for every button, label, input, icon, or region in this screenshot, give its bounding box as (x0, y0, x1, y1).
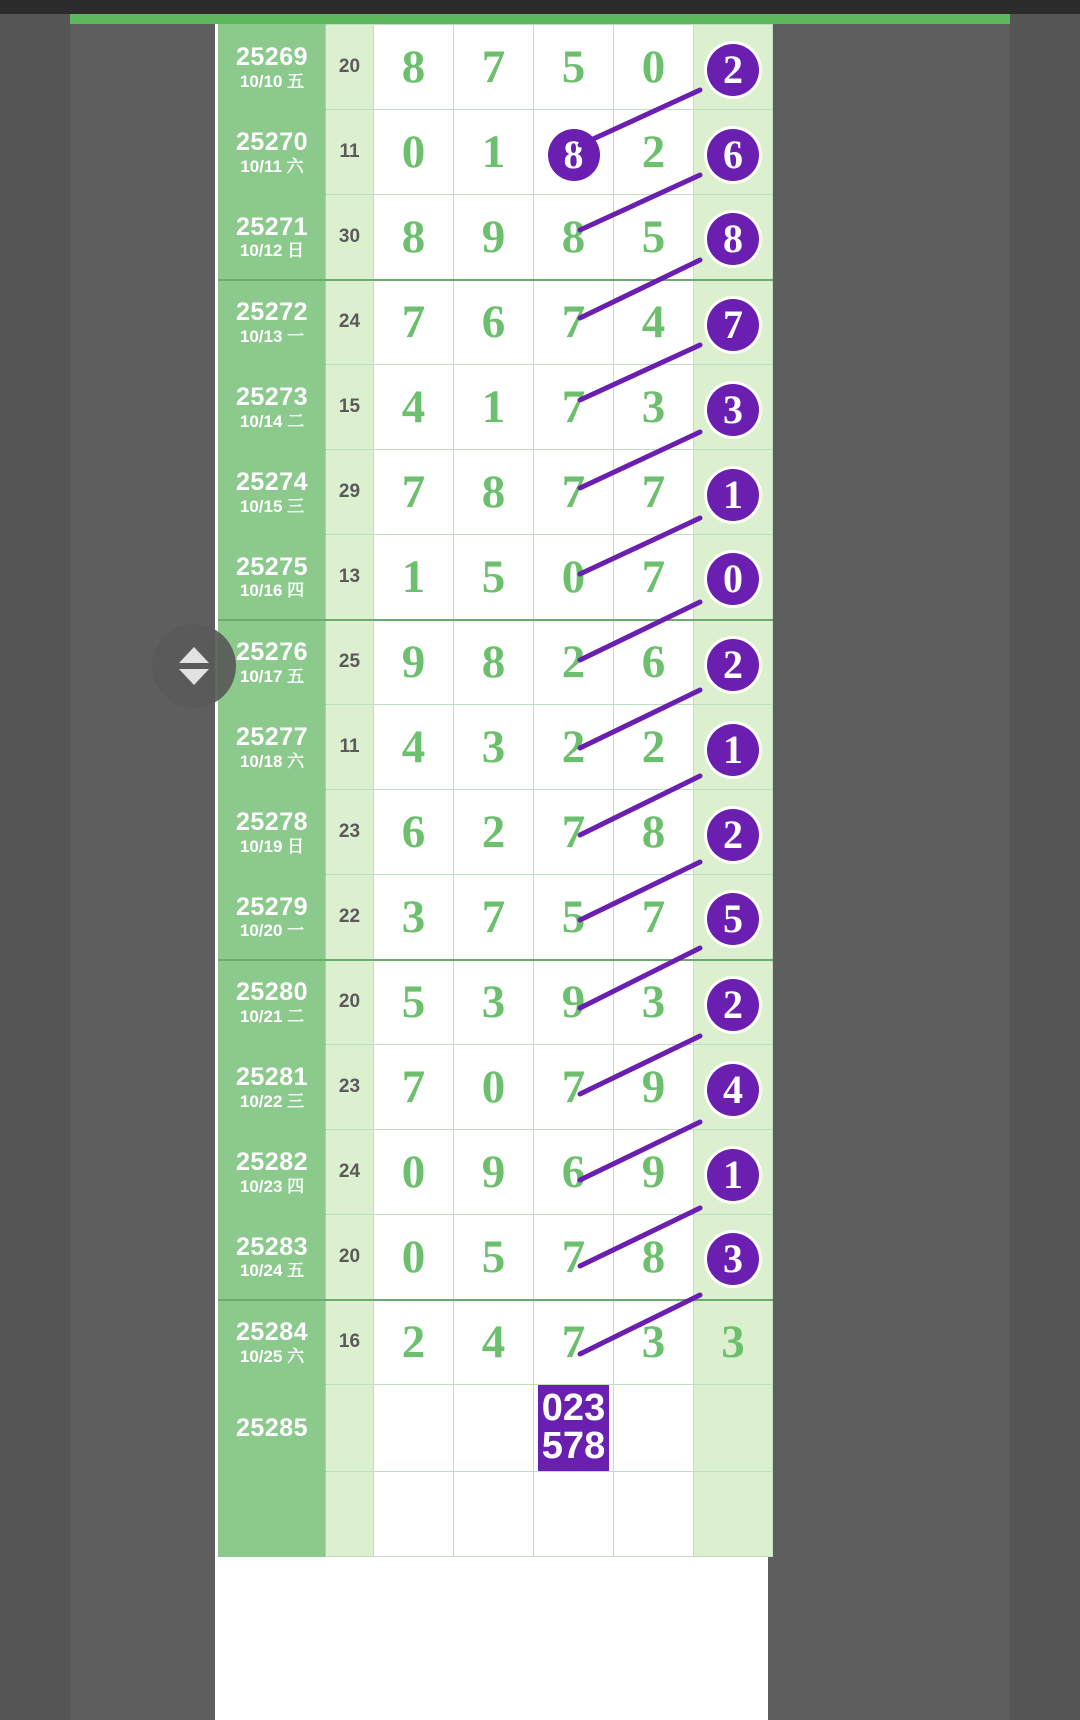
issue-date: 10/23 四 (239, 1176, 305, 1196)
digit-cell-4: 8 (614, 790, 694, 875)
digit-cell-1 (374, 1385, 454, 1472)
issue-cell (219, 1300, 326, 1385)
marked-digit: 2 (707, 979, 759, 1031)
scroll-control[interactable] (152, 624, 236, 708)
table-row[interactable] (219, 280, 773, 365)
issue-date: 10/22 三 (239, 1091, 305, 1111)
marked-digit: 2 (707, 809, 759, 861)
issue-number: 25270 (235, 127, 309, 156)
marked-digit: 5 (707, 893, 759, 945)
issue-number: 25274 (235, 467, 309, 496)
issue-cell (219, 705, 326, 790)
digit-cell-1: 0 (374, 1215, 454, 1300)
digit-cell-1: 4 (374, 365, 454, 450)
issue-date: 10/13 一 (239, 326, 305, 346)
digit-cell-5 (694, 1045, 773, 1130)
issue-date: 10/19 日 (239, 836, 305, 856)
table-row[interactable] (219, 960, 773, 1045)
digit-cell-4: 7 (614, 535, 694, 620)
sum-cell: 20 (326, 25, 374, 110)
digit-cell-4: 3 (614, 1300, 694, 1385)
digit-cell-1: 0 (374, 110, 454, 195)
marked-digit: 7 (707, 299, 759, 351)
digit-cell-2: 9 (454, 1130, 534, 1215)
issue-date: 10/24 五 (239, 1261, 305, 1281)
digit-cell-2: 1 (454, 365, 534, 450)
right-gutter (768, 24, 1010, 1720)
marked-digit: 1 (707, 469, 759, 521)
table-row[interactable] (219, 620, 773, 705)
digit-cell-4 (614, 1472, 694, 1557)
sum-cell (326, 1385, 374, 1472)
issue-date: 10/25 六 (239, 1346, 305, 1366)
triangle-down-icon[interactable] (179, 669, 209, 685)
issue-cell (219, 450, 326, 535)
issue-date: 10/10 五 (239, 71, 305, 91)
issue-date: 10/12 日 (239, 241, 305, 261)
top-green-bar (70, 14, 1010, 24)
issue-cell (219, 365, 326, 450)
table-row[interactable] (219, 365, 773, 450)
digit-cell-2 (454, 1385, 534, 1472)
sum-cell: 29 (326, 450, 374, 535)
digit-cell-4: 4 (614, 280, 694, 365)
table-row[interactable] (219, 790, 773, 875)
digit-cell-4: 9 (614, 1130, 694, 1215)
table-row[interactable] (219, 1045, 773, 1130)
issue-number: 25269 (235, 42, 309, 71)
sum-cell: 16 (326, 1300, 374, 1385)
digit-cell-5 (694, 1130, 773, 1215)
left-gutter (70, 24, 215, 1720)
marked-digit: 6 (707, 129, 759, 181)
digit-cell-3: 2 (534, 705, 614, 790)
prediction-badge (538, 1385, 609, 1471)
digit-cell-4: 9 (614, 1045, 694, 1130)
issue-date: 10/18 六 (239, 751, 305, 771)
digit-cell-1: 9 (374, 620, 454, 705)
marked-digit: 2 (707, 639, 759, 691)
digit-cell-1: 3 (374, 875, 454, 960)
issue-number: 25282 (235, 1147, 309, 1176)
digit-cell-3 (534, 110, 614, 195)
sum-cell: 25 (326, 620, 374, 705)
marked-digit: 2 (707, 44, 759, 96)
issue-date: 10/21 二 (239, 1006, 305, 1026)
lottery-history-table (218, 24, 773, 1557)
issue-number: 25273 (235, 382, 309, 411)
marked-digit: 3 (707, 1233, 759, 1285)
triangle-up-icon[interactable] (179, 647, 209, 663)
table-row[interactable] (219, 450, 773, 535)
digit-cell-3: 0 (534, 535, 614, 620)
digit-cell-1: 8 (374, 195, 454, 280)
sum-cell: 15 (326, 365, 374, 450)
issue-date: 10/15 三 (239, 496, 305, 516)
marked-digit: 8 (548, 129, 600, 181)
prediction-line-1: 023 (541, 1387, 606, 1429)
digit-cell-3: 6 (534, 1130, 614, 1215)
digit-cell-4: 8 (614, 1215, 694, 1300)
digit-cell-5 (694, 1385, 773, 1472)
digit-cell-3: 7 (534, 1045, 614, 1130)
sum-cell: 11 (326, 705, 374, 790)
status-bar (0, 0, 1080, 14)
digit-cell-1: 2 (374, 1300, 454, 1385)
digit-cell-5 (694, 365, 773, 450)
digit-cell-4: 2 (614, 110, 694, 195)
digit-cell-5 (694, 790, 773, 875)
digit-cell-1: 7 (374, 450, 454, 535)
digit-cell-4: 6 (614, 620, 694, 705)
issue-cell (219, 280, 326, 365)
digit-cell-4: 2 (614, 705, 694, 790)
sum-cell (326, 1472, 374, 1557)
issue-cell (219, 1472, 326, 1557)
digit-cell-3: 8 (534, 195, 614, 280)
prediction-line-2: 578 (541, 1425, 606, 1467)
digit-cell-1: 7 (374, 1045, 454, 1130)
digit-cell-4: 7 (614, 450, 694, 535)
digit-cell-3: 9 (534, 960, 614, 1045)
prediction-row[interactable] (219, 1385, 773, 1472)
digit-cell-5 (694, 280, 773, 365)
digit-cell-4 (614, 1385, 694, 1472)
digit-cell-2: 3 (454, 960, 534, 1045)
issue-cell (219, 1130, 326, 1215)
issue-number: 25271 (235, 212, 309, 241)
marked-digit: 8 (707, 213, 759, 265)
digit-cell-5 (694, 195, 773, 280)
sum-cell: 24 (326, 1130, 374, 1215)
digit-cell-1: 1 (374, 535, 454, 620)
sum-cell: 23 (326, 790, 374, 875)
digit-cell-5 (694, 535, 773, 620)
marked-digit: 1 (707, 1149, 759, 1201)
digit-cell-5 (694, 1215, 773, 1300)
digit-cell-5 (694, 960, 773, 1045)
digit-cell-2: 8 (454, 620, 534, 705)
table-row[interactable] (219, 1130, 773, 1215)
digit-cell-2: 9 (454, 195, 534, 280)
digit-cell-3: 2 (534, 620, 614, 705)
table-row[interactable] (219, 110, 773, 195)
sum-cell: 23 (326, 1045, 374, 1130)
issue-number: 25283 (235, 1232, 309, 1261)
issue-cell (219, 790, 326, 875)
digit-cell-4: 3 (614, 365, 694, 450)
issue-number: 25281 (235, 1062, 309, 1091)
issue-date: 10/11 六 (240, 156, 304, 176)
marked-digit: 1 (707, 724, 759, 776)
digit-cell-2: 6 (454, 280, 534, 365)
issue-cell (219, 1385, 326, 1472)
issue-number: 25276 (235, 638, 309, 667)
issue-cell (219, 1045, 326, 1130)
issue-number: 25279 (235, 892, 309, 921)
digit-cell-5: 3 (694, 1300, 773, 1385)
digit-cell-3: 7 (534, 1300, 614, 1385)
issue-cell (219, 960, 326, 1045)
sum-cell: 20 (326, 1215, 374, 1300)
issue-number: 25285 (235, 1413, 309, 1442)
sum-cell: 13 (326, 535, 374, 620)
digit-cell-3 (534, 1472, 614, 1557)
digit-cell-2: 5 (454, 535, 534, 620)
digit-cell-1 (374, 1472, 454, 1557)
issue-date: 10/20 一 (239, 921, 305, 941)
sum-cell: 24 (326, 280, 374, 365)
digit-cell-5 (694, 450, 773, 535)
empty-row (219, 1472, 773, 1557)
digit-cell-2: 4 (454, 1300, 534, 1385)
digit-cell-2: 7 (454, 25, 534, 110)
digit-cell-4: 5 (614, 195, 694, 280)
digit-cell-2: 3 (454, 705, 534, 790)
digit-cell-1: 8 (374, 25, 454, 110)
issue-number: 25280 (235, 978, 309, 1007)
digit-cell-1: 7 (374, 280, 454, 365)
digit-cell-5 (694, 620, 773, 705)
digit-cell-3: 5 (534, 25, 614, 110)
digit-cell-5 (694, 1472, 773, 1557)
digit-cell-2 (454, 1472, 534, 1557)
digit-cell-1: 5 (374, 960, 454, 1045)
issue-date: 10/16 四 (239, 581, 305, 601)
digit-cell-5 (694, 110, 773, 195)
digit-cell-4: 7 (614, 875, 694, 960)
digit-cell-3: 7 (534, 365, 614, 450)
issue-cell (219, 875, 326, 960)
sum-cell: 22 (326, 875, 374, 960)
marked-digit: 0 (707, 553, 759, 605)
digit-cell-4: 3 (614, 960, 694, 1045)
digit-cell-1: 6 (374, 790, 454, 875)
sum-cell: 30 (326, 195, 374, 280)
marked-digit: 3 (707, 384, 759, 436)
issue-cell (219, 195, 326, 280)
sum-cell: 11 (326, 110, 374, 195)
digit-cell-5 (694, 875, 773, 960)
digit-cell-3: 7 (534, 790, 614, 875)
digit-cell-1: 4 (374, 705, 454, 790)
issue-number: 25272 (235, 298, 309, 327)
issue-date: 10/14 二 (239, 411, 305, 431)
marked-digit: 4 (707, 1064, 759, 1116)
issue-number: 25284 (235, 1318, 309, 1347)
table-row[interactable] (219, 1215, 773, 1300)
table-row[interactable] (219, 875, 773, 960)
digit-cell-2: 0 (454, 1045, 534, 1130)
digit-cell-5 (694, 25, 773, 110)
issue-cell (219, 1215, 326, 1300)
digit-cell-2: 5 (454, 1215, 534, 1300)
digit-cell-2: 2 (454, 790, 534, 875)
issue-number: 25275 (235, 552, 309, 581)
digit-cell-3: 7 (534, 280, 614, 365)
issue-cell (219, 110, 326, 195)
digit-cell-3: 7 (534, 450, 614, 535)
digit-cell-4: 0 (614, 25, 694, 110)
issue-cell (219, 25, 326, 110)
table-row[interactable] (219, 705, 773, 790)
table-row[interactable] (219, 195, 773, 280)
digit-cell-2: 7 (454, 875, 534, 960)
digit-cell-5 (694, 705, 773, 790)
table-row[interactable] (219, 1300, 773, 1385)
sum-cell: 20 (326, 960, 374, 1045)
digit-cell-1: 0 (374, 1130, 454, 1215)
issue-number: 25277 (235, 722, 309, 751)
issue-number: 25278 (235, 807, 309, 836)
issue-date: 10/17 五 (239, 666, 305, 686)
table-row[interactable] (219, 535, 773, 620)
digit-cell-3: 7 (534, 1215, 614, 1300)
digit-cell-3: 5 (534, 875, 614, 960)
prediction-cell (534, 1385, 614, 1472)
digit-cell-2: 8 (454, 450, 534, 535)
issue-cell (219, 535, 326, 620)
digit-cell-2: 1 (454, 110, 534, 195)
table-row[interactable] (219, 25, 773, 110)
table-body (219, 25, 773, 1557)
